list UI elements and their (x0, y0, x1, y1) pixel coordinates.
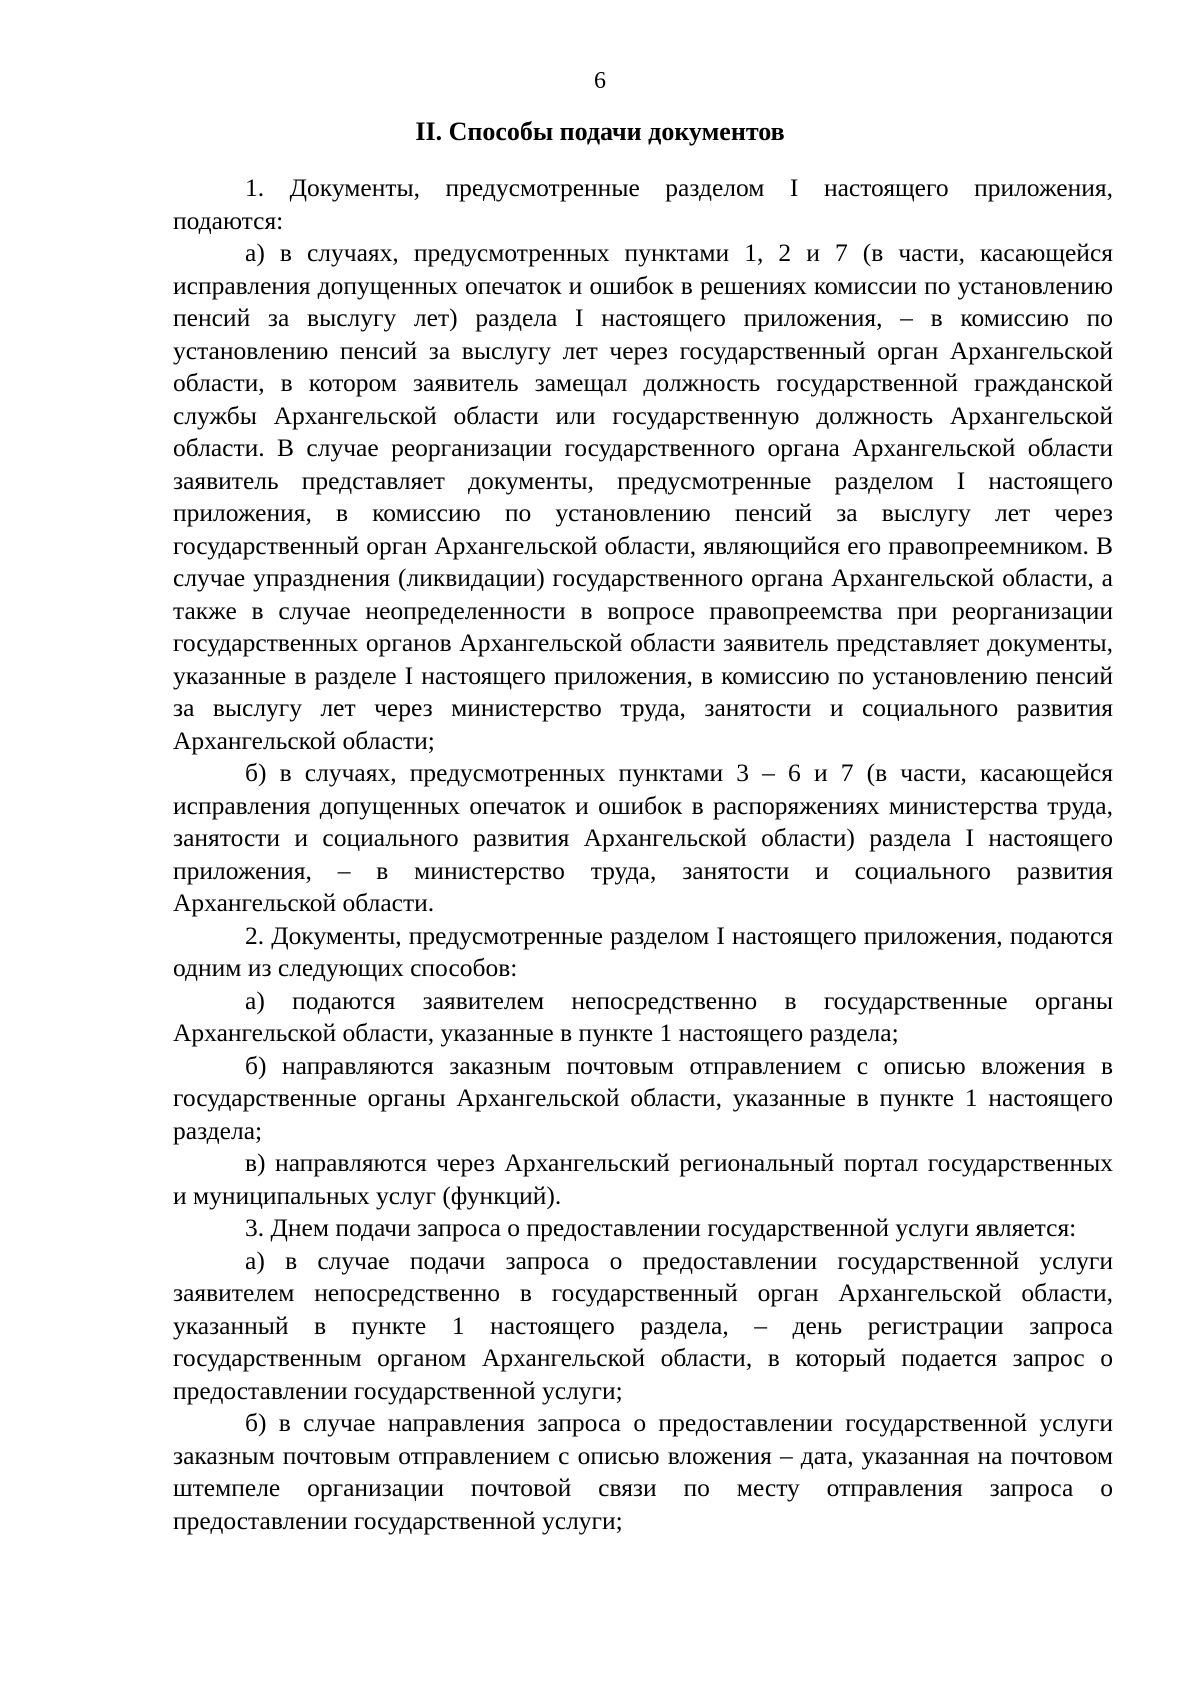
section-title: II. Способы подачи документов (415, 117, 785, 146)
paragraph-2b: б) направляются заказным почтовым отправлением с описью вложения в государственные органы Архангельской области, указанные в пункте 1 настоящего раздела; (173, 1050, 1113, 1145)
paragraph-1b: б) в случаях, предусмотренных пунктами 3 – 6 и 7 (в части, касающейся исправления допущенных опечаток и ошибок в распоряжениях министерства труда, занятости и социального развития Архангельской области) раздела I настоящего приложения, – в министерство труда, занятости и социального развития Архангельской области. (173, 758, 1113, 917)
page-number: 6 (594, 68, 606, 94)
paragraph-2a: а) подаются заявителем непосредственно в государственные органы Архангельской области, указанные в пункте 1 настоящего раздела; (173, 985, 1113, 1047)
paragraph-3b: б) в случае направления запроса о предоставлении государственной услуги заказным почтовым отправлением с описью вложения – дата, указанная на почтовом штемпеле организации почтовой связи по месту отправления запроса о предоставлении государственной услуги; (173, 1408, 1113, 1535)
paragraph-2: 2. Документы, предусмотренные разделом I настоящего приложения, подаются одним из следующих способов: (173, 920, 1113, 982)
paragraph-2c: в) направляются через Архангельский региональный портал государственных и муниципальных услуг (функций). (173, 1148, 1113, 1210)
document-body (173, 172, 1113, 1537)
paragraph-3a: а) в случае подачи запроса о предоставлении государственной услуги заявителем непосредственно в государственный орган Архангельской области, указанный в пункте 1 настоящего раздела, – день регистрации запроса государственным органом Архангельской области, в который подается запрос о предоставлении государственной услуги; (173, 1245, 1113, 1405)
paragraph-1a: а) в случаях, предусмотренных пунктами 1, 2 и 7 (в части, касающейся исправления допущенных опечаток и ошибок в решениях комиссии по установлению пенсий за выслугу лет) раздела I настоящего приложения, – в комиссию по установлению пенсий за выслугу лет через государственный орган Архангельской области, в котором заявитель замещал должность государственной гражданской службы Архангельской области или государственную должность Архангельской области. В случае реорганизации государственного органа Архангельской области заявитель представляет документы, предусмотренные разделом I настоящего приложения, в комиссию по установлению пенсий за выслугу лет через государственный орган Архангельской области, являющийся его правопреемником. В случае упразднения (ликвидации) государственного органа Архангельской области, а также в случае неопределенности в вопросе правопреемства при реорганизации государственных органов Архангельской области заявитель представляет документы, указанные в разделе I настоящего приложения, в комиссию по установлению пенсий за выслугу лет через министерство труда, занятости и социального развития Архангельской области; (173, 238, 1113, 755)
paragraph-1: 1. Документы, предусмотренные разделом I настоящего приложения, подаются: (173, 173, 1113, 235)
paragraph-3: 3. Днем подачи запроса о предоставлении государственной услуги является: (245, 1213, 1077, 1242)
